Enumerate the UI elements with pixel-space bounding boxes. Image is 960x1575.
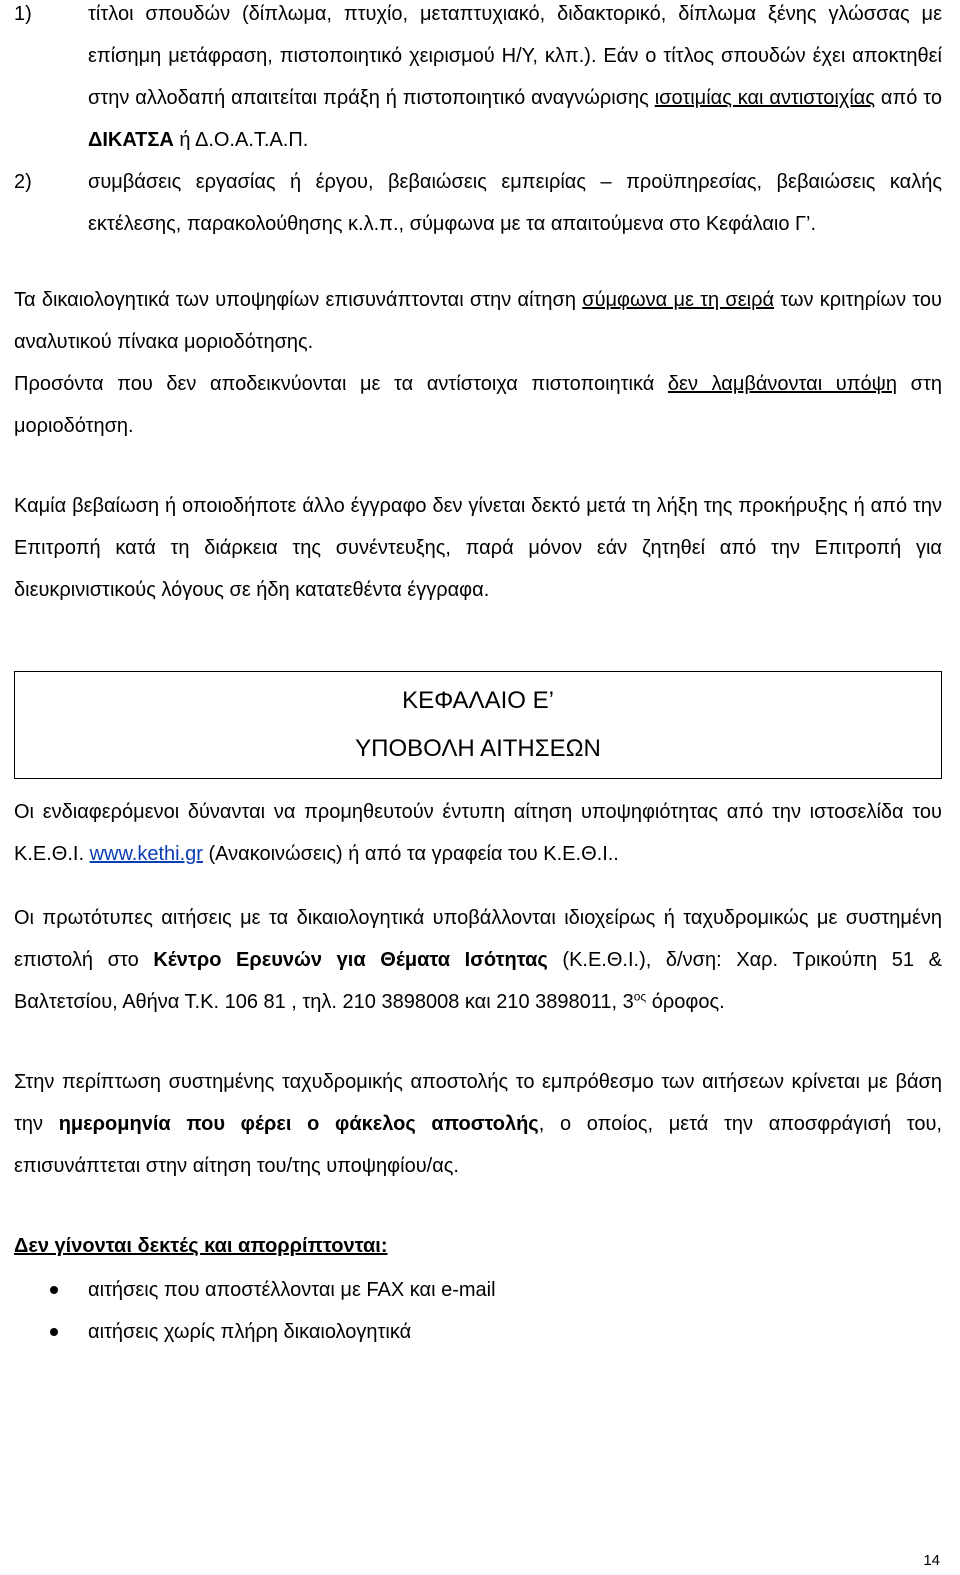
list-number: 2) [14, 171, 32, 193]
list-item-2 [14, 161, 942, 245]
paragraph-qualifications [14, 363, 942, 447]
ordinal-superscript: ος [633, 989, 647, 1004]
rejected-heading-text: Δεν γίνονται δεκτές και απορρίπτονται: [14, 1235, 388, 1257]
paragraph-text: όροφος. [646, 991, 725, 1013]
paragraph-text: , ο οποίος, μετά την αποσφράγισή του, επισυνάπτεται στην αίτηση του/της υποψηφίου/ας. [14, 1113, 942, 1177]
paragraph-text: Προσόντα που δεν αποδεικνύονται με τα αντίστοιχα πιστοποιητικά [14, 373, 668, 395]
bullet-icon [50, 1328, 58, 1336]
list-item [14, 1269, 942, 1311]
paragraph-text: Οι πρωτότυπες αιτήσεις με τα δικαιολογητικά υποβάλλονται ιδιοχείρως ή ταχυδρομικώς με συστημένη επιστολή στο [14, 907, 942, 971]
rejected-heading [14, 1225, 942, 1267]
paragraph-text: (Ανακοινώσεις) ή από τα γραφεία του Κ.Ε.Θ.Ι.. [202, 843, 619, 865]
underlined-text: σύμφωνα με τη σειρά [582, 289, 775, 311]
paragraph-attachments [14, 279, 942, 363]
bold-text: ΔΙΚΑΤΣΑ [88, 129, 174, 151]
paragraph-postal-deadline [14, 1061, 942, 1187]
chapter-title: ΚΕΦΑΛΑΙΟ Ε’ [402, 687, 554, 714]
rejected-list [14, 1269, 942, 1353]
list-item-text: αιτήσεις χωρίς πλήρη δικαιολογητικά [88, 1321, 412, 1343]
underlined-text: ισοτιμίας και αντιστοιχίας [654, 87, 875, 109]
list-item [14, 1311, 942, 1353]
chapter-heading-box [14, 671, 942, 779]
paragraph-deadline: Καμία βεβαίωση ή οποιοδήποτε άλλο έγγραφο δεν γίνεται δεκτό μετά τη λήξη της προκήρυξης ή από την Επιτροπή κατά τη διάρκεια της συνέντευξης, παρά μόνον εάν ζητηθεί από την Επιτροπή για διευκρινιστικούς λόγους σε ήδη κατατεθέντα έγγραφα. [14, 495, 942, 601]
chapter-subtitle: ΥΠΟΒΟΛΗ ΑΙΤΗΣΕΩΝ [355, 735, 601, 762]
paragraph-text: στη μοριοδότηση. [14, 373, 943, 437]
bold-text: Κέντρο Ερευνών για Θέματα Ισότητας [153, 949, 548, 971]
list-item-1 [14, 0, 942, 161]
paragraph-application-form [14, 791, 942, 875]
paragraph-text: Στην περίπτωση συστημένης ταχυδρομικής αποστολής το εμπρόθεσμο των αιτήσεων κρίνεται με βάση την [14, 1071, 942, 1135]
kethi-website-link[interactable]: www.kethi.gr [89, 843, 203, 865]
paragraph-text: των κριτηρίων του αναλυτικού πίνακα μοριοδότησης. [14, 289, 942, 353]
page-number: 14 [923, 1552, 940, 1569]
paragraph-text: Οι ενδιαφερόμενοι δύνανται να προμηθευτούν έντυπη αίτηση υποψηφιότητας από την ιστοσελίδα του Κ.Ε.Θ.Ι. [14, 801, 942, 865]
list-number: 1) [14, 3, 32, 25]
paragraph-text: Τα δικαιολογητικά των υποψηφίων επισυνάπτονται στην αίτηση [14, 289, 583, 311]
document-page [14, 0, 942, 1353]
list-item-text: αιτήσεις που αποστέλλονται με FAX και e-mail [88, 1279, 496, 1301]
paragraph-text: (Κ.Ε.Θ.Ι.), δ/νση: Χαρ. Τρικούπη 51 & Βαλτετσίου, Αθήνα Τ.Κ. 106 81 , τηλ. 210 3898008 και 210 3898011, 3 [14, 949, 942, 1013]
list-text: τίτλοι σπουδών (δίπλωμα, πτυχίο, μεταπτυχιακό, διδακτορικό, δίπλωμα ξένης γλώσσας με επίσημη μετάφραση, πιστοποιητικό χειρισμού Η/Υ, κλπ.). Εάν ο τίτλος σπουδών έχει αποκτηθεί στην αλλοδαπή απαιτείται πράξη ή πιστοποιητικό αναγνώρισης [88, 3, 942, 109]
paragraph-submission [14, 897, 942, 1023]
underlined-text: δεν λαμβάνονται υπόψη [667, 373, 898, 395]
bold-text: ημερομηνία που φέρει ο φάκελος αποστολής [58, 1113, 539, 1135]
list-text: ή Δ.Ο.Α.Τ.Α.Π. [173, 129, 309, 151]
bullet-icon [50, 1286, 58, 1294]
list-text: συμβάσεις εργασίας ή έργου, βεβαιώσεις εμπειρίας – προϋπηρεσίας, βεβαιώσεις καλής εκτέλεσης, παρακολούθησης κ.λ.π., σύμφωνα με τα απαιτούμενα στο Κεφάλαιο Γ’. [88, 171, 942, 235]
list-text: από το [874, 87, 943, 109]
